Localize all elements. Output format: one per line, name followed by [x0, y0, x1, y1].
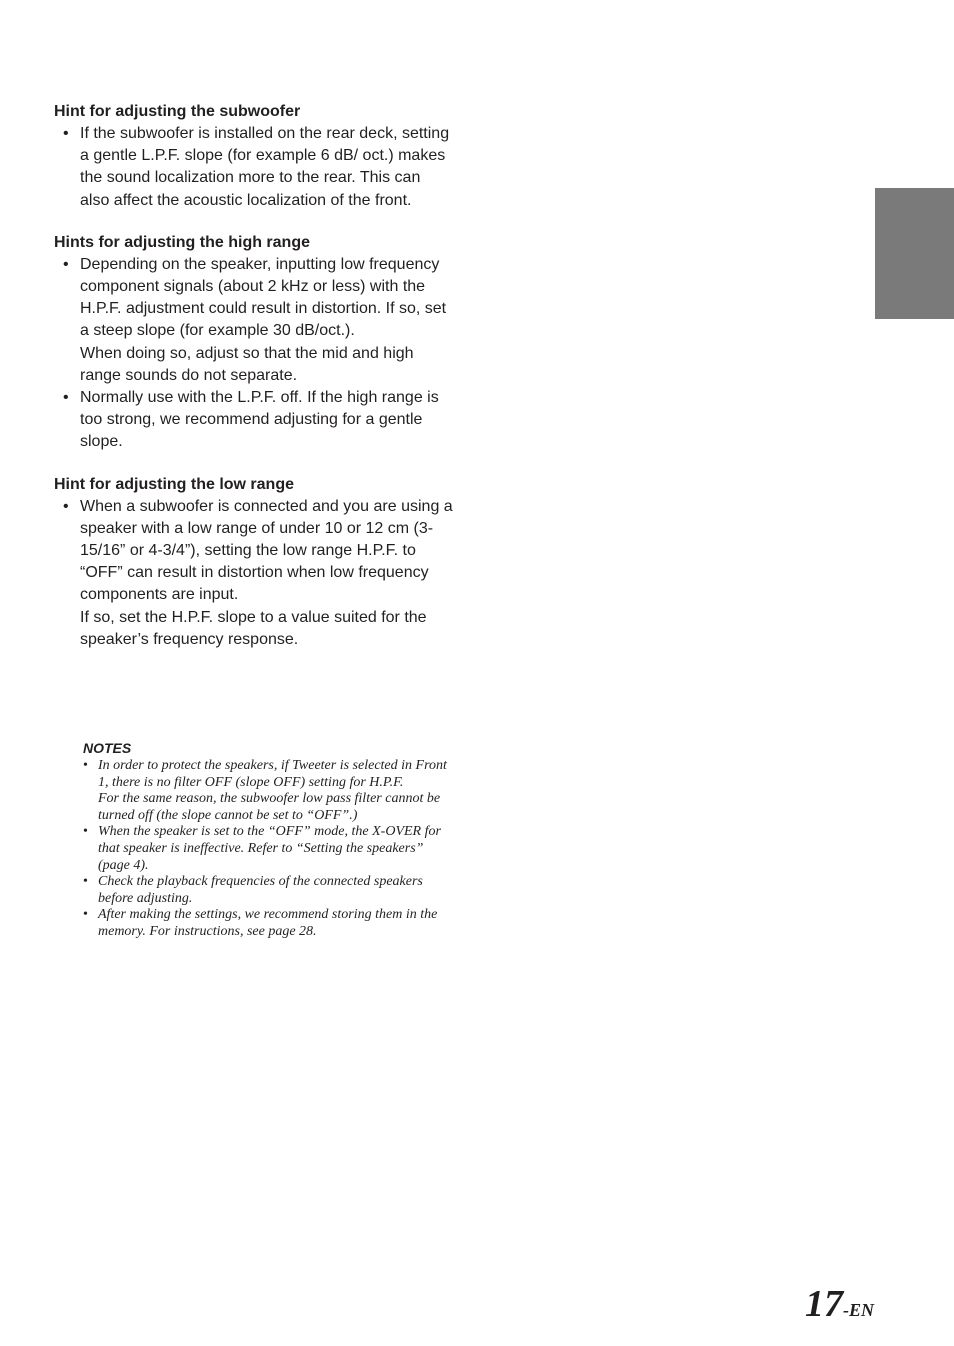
note-text: • After making the settings, we recommend storing them in the memory. For instructions, see page 28. — [98, 907, 438, 939]
bullet-text: • Depending on the speaker, inputting low frequency component signals (about 2 kHz or less) with the H.P.F. adjustment could result in distortion. If so, set a steep slope (for example 30 dB/oct.). — [80, 255, 447, 340]
note-item — [83, 907, 448, 940]
note-text: For the same reason, the subwoofer low pass filter cannot be turned off (the slope cannot be set to “OFF”.) — [98, 791, 441, 823]
section-high-range — [54, 232, 454, 454]
notes-title: NOTES — [83, 740, 132, 756]
bullet-item — [54, 387, 454, 454]
main-column — [54, 101, 454, 671]
section-heading: Hint for adjusting the low range — [54, 475, 294, 493]
bullet-text: • When a subwoofer is connected and you are using a speaker with a low range of under 10 or 12 cm (3-15/16” or 4-3/4”), setting the low range H.P.F. to “OFF” can result in distortion when low frequency components are input. — [80, 497, 453, 604]
note-item — [83, 874, 448, 907]
note-text: • Check the playback frequencies of the connected speakers before adjusting. — [98, 874, 423, 906]
section-subwoofer — [54, 101, 454, 212]
section-heading: Hint for adjusting the subwoofer — [54, 103, 301, 120]
page-number-suffix: -EN — [843, 1300, 874, 1320]
bullet-text: • If the subwoofer is installed on the rear deck, setting a gentle L.P.F. slope (for example 6 dB/ oct.) makes the sound localization more to the rear. This can also affect the acoustic localization of the front. — [80, 125, 450, 209]
note-text: • When the speaker is set to the “OFF” mode, the X-OVER for that speaker is ineffective. Refer to “Setting the speakers” (page 4). — [98, 824, 441, 873]
bullet-item — [54, 123, 454, 212]
page-number-value: 17 — [805, 1283, 843, 1325]
page-number — [805, 1282, 874, 1326]
note-item — [83, 824, 448, 874]
bullet-text: • Normally use with the L.P.F. off. If the high range is too strong, we recommend adjusting for a gentle slope. — [80, 389, 439, 451]
bullet-text: When doing so, adjust so that the mid and high range sounds do not separate. — [80, 344, 414, 384]
bullet-list — [54, 254, 454, 454]
note-item — [83, 758, 448, 824]
notes-box — [83, 738, 448, 941]
note-text: • In order to protect the speakers, if Tweeter is selected in Front 1, there is no filter OFF (slope OFF) setting for H.P.F. — [98, 758, 447, 790]
section-low-range — [54, 474, 454, 651]
notes-list — [83, 758, 448, 941]
bullet-item — [54, 496, 454, 651]
bullet-text: If so, set the H.P.F. slope to a value suited for the speaker’s frequency response. — [80, 608, 427, 648]
section-tab — [875, 188, 954, 319]
bullet-item — [54, 254, 454, 387]
bullet-list — [54, 496, 454, 651]
section-heading: Hints for adjusting the high range — [54, 233, 310, 251]
bullet-list — [54, 123, 454, 212]
